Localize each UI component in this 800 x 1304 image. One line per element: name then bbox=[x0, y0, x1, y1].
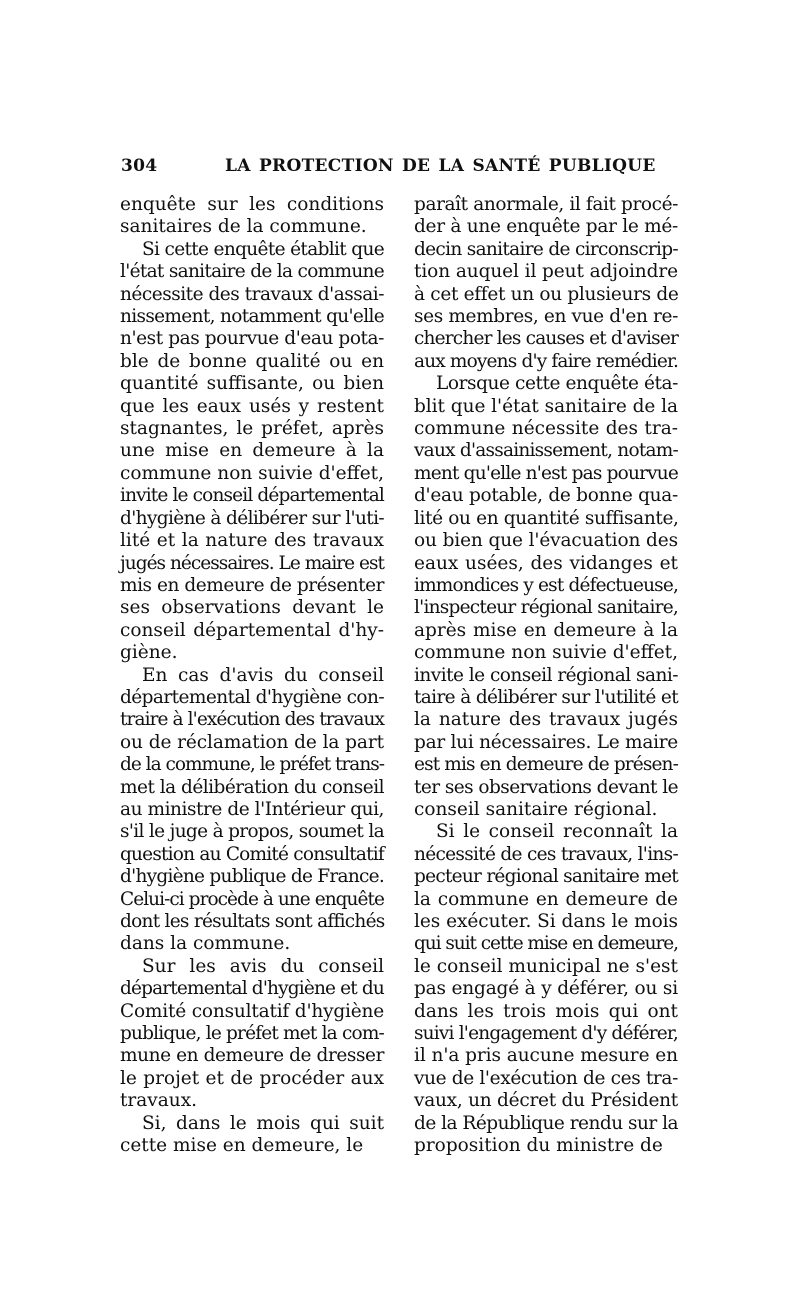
text-line: vue de l'exécution de ces tra- bbox=[414, 1067, 678, 1089]
text-line: Si cette enquête établit que bbox=[142, 238, 384, 260]
text-line: tion auquel il peut adjoindre bbox=[414, 261, 678, 283]
text-line: est mis en demeure de présen- bbox=[414, 754, 678, 776]
text-line: ment qu'elle n'est pas pourvue bbox=[414, 462, 678, 484]
text-line: pecteur régional sanitaire met bbox=[414, 866, 678, 888]
text-line: ble de bonne qualité ou en bbox=[120, 350, 384, 372]
text-line: le conseil municipal ne s'est bbox=[414, 955, 678, 977]
text-line: ter ses observations devant le bbox=[414, 776, 678, 798]
text-line: der à une enquête par le mé- bbox=[414, 216, 678, 238]
text-line: Comité consultatif d'hygiène bbox=[120, 1000, 384, 1022]
paragraph bbox=[120, 956, 384, 1113]
text-line: conseil sanitaire régional. bbox=[414, 798, 658, 820]
text-line: Si le conseil reconnaît la bbox=[436, 821, 678, 843]
text-line: l'inspecteur régional sanitaire, bbox=[414, 597, 678, 619]
text-line: Celui-ci procède à une enquête bbox=[120, 888, 384, 910]
text-line: En cas d'avis du conseil bbox=[142, 664, 384, 686]
text-line: l'état sanitaire de la commune bbox=[120, 261, 384, 283]
running-title: LA PROTECTION DE LA SANTÉ PUBLIQUE bbox=[225, 156, 656, 176]
text-line: suivi l'engagement d'y déférer, bbox=[414, 1023, 678, 1045]
text-line: sanitaires de la commune. bbox=[120, 216, 367, 238]
page-number: 304 bbox=[121, 156, 158, 176]
text-line: au ministre de l'Intérieur qui, bbox=[120, 798, 384, 820]
text-line: d'hygiène à délibérer sur l'uti- bbox=[120, 507, 384, 529]
text-line: conseil départemental d'hy- bbox=[120, 619, 384, 641]
text-line: publique, le préfet met la com- bbox=[120, 1023, 384, 1045]
text-line: Si, dans le mois qui suit bbox=[142, 1112, 384, 1134]
text-line: la commune en demeure de bbox=[414, 888, 678, 910]
text-line: paraît anormale, il fait procé- bbox=[414, 194, 678, 215]
text-line: proposition du ministre de bbox=[414, 1135, 663, 1157]
text-line: n'est pas pourvue d'eau pota- bbox=[120, 328, 384, 350]
text-line: mune en demeure de dresser bbox=[120, 1045, 384, 1067]
text-line: nissement, notamment qu'elle bbox=[120, 306, 384, 328]
paragraph bbox=[120, 665, 384, 956]
text-line: le projet et de procéder aux bbox=[120, 1067, 384, 1089]
text-line: vaux d'assainissement, notam- bbox=[414, 440, 678, 462]
paragraph bbox=[414, 194, 678, 373]
text-line: lité et la nature des travaux bbox=[120, 530, 384, 552]
text-line: par lui nécessaires. Le maire bbox=[414, 731, 678, 753]
text-line: question au Comité consultatif bbox=[120, 843, 384, 865]
paragraph bbox=[120, 239, 384, 665]
text-line: cette mise en demeure, le bbox=[120, 1135, 364, 1157]
text-line: lité ou en quantité suffisante, bbox=[414, 507, 679, 529]
text-line: d'hygiène publique de France. bbox=[120, 866, 384, 888]
text-line: départemental d'hygiène con- bbox=[120, 686, 384, 708]
text-line: invite le conseil régional sani- bbox=[414, 664, 678, 686]
paragraph bbox=[414, 821, 678, 1157]
text-line: enquête sur les conditions bbox=[120, 194, 384, 215]
text-line: s'il le juge à propos, soumet la bbox=[120, 821, 384, 843]
text-line: commune nécessite des tra- bbox=[414, 418, 678, 440]
text-line: de la République rendu sur la bbox=[414, 1112, 678, 1134]
left-column bbox=[120, 194, 384, 1157]
text-line: ou de réclamation de la part bbox=[120, 731, 384, 753]
text-line: taire à délibérer sur l'utilité et bbox=[414, 686, 678, 708]
text-line: ou bien que l'évacuation des bbox=[414, 530, 678, 552]
text-line: quantité suffisante, ou bien bbox=[120, 373, 384, 395]
text-line: ses membres, en vue d'en re- bbox=[414, 306, 678, 328]
text-line: il n'a pris aucune mesure en bbox=[414, 1045, 678, 1067]
text-line: que les eaux usés y restent bbox=[120, 395, 384, 417]
text-line: eaux usées, des vidanges et bbox=[414, 552, 678, 574]
text-line: commune non suivie d'effet, bbox=[414, 642, 678, 664]
text-line: vaux, un décret du Président bbox=[414, 1090, 678, 1112]
text-line: stagnantes, le préfet, après bbox=[120, 418, 384, 440]
text-line: dans la commune. bbox=[120, 933, 291, 955]
text-line: aux moyens d'y faire remédier. bbox=[414, 350, 678, 372]
paragraph bbox=[120, 194, 384, 239]
text-line: après mise en demeure à la bbox=[414, 619, 678, 641]
text-line: d'eau potable, de bonne qua- bbox=[414, 485, 678, 507]
text-line: qui suit cette mise en demeure, bbox=[414, 933, 678, 955]
text-line: nécessité de ces travaux, l'ins- bbox=[414, 843, 678, 865]
text-line: départemental d'hygiène et du bbox=[120, 978, 384, 1000]
text-line: jugés nécessaires. Le maire est bbox=[120, 552, 384, 574]
text-line: la nature des travaux jugés bbox=[414, 709, 678, 731]
text-line: immondices y est défectueuse, bbox=[414, 574, 678, 596]
right-column bbox=[414, 194, 678, 1157]
text-line: met la délibération du conseil bbox=[120, 776, 384, 798]
text-line: mis en demeure de présenter bbox=[120, 574, 384, 596]
text-line: à cet effet un ou plusieurs de bbox=[414, 283, 679, 305]
paragraph bbox=[414, 373, 678, 821]
text-line: de la commune, le préfet trans- bbox=[120, 754, 384, 776]
text-line: invite le conseil départemental bbox=[120, 485, 384, 507]
text-line: commune non suivie d'effet, bbox=[120, 462, 384, 484]
text-line: nécessite des travaux d'assai- bbox=[120, 283, 384, 305]
text-line: dans les trois mois qui ont bbox=[414, 1000, 678, 1022]
text-line: blit que l'état sanitaire de la bbox=[414, 395, 678, 417]
text-line: chercher les causes et d'aviser bbox=[414, 328, 678, 350]
text-line: une mise en demeure à la bbox=[120, 440, 384, 462]
text-line: travaux. bbox=[120, 1090, 198, 1112]
text-line: giène. bbox=[120, 642, 178, 664]
text-line: pas engagé à y déférer, ou si bbox=[414, 978, 678, 1000]
text-line: decin sanitaire de circonscrip- bbox=[414, 238, 679, 260]
text-line: les exécuter. Si dans le mois bbox=[414, 911, 678, 932]
text-line: Lorsque cette enquête éta- bbox=[436, 373, 678, 395]
text-line: dont les résultats sont affichés bbox=[120, 911, 385, 932]
text-line: ses observations devant le bbox=[120, 597, 384, 619]
text-line: Sur les avis du conseil bbox=[142, 955, 384, 977]
paragraph bbox=[120, 1113, 384, 1158]
page-header bbox=[121, 156, 683, 182]
text-line: traire à l'exécution des travaux bbox=[120, 709, 384, 731]
